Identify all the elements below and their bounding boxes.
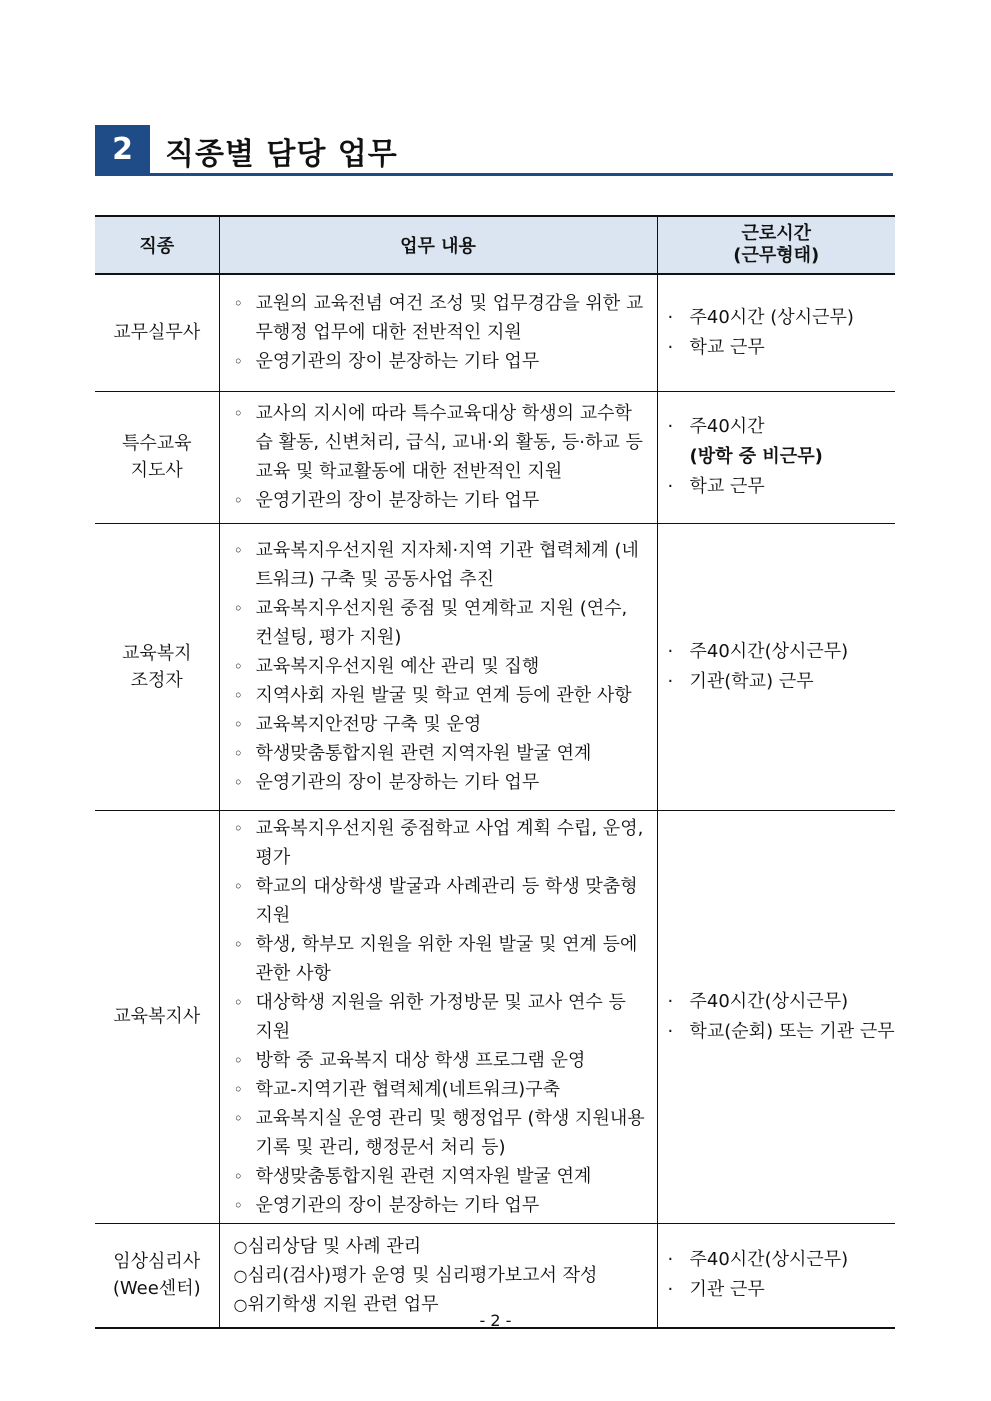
bullet-icon: ◦ [233, 352, 243, 372]
job-name: 교육복지사 [113, 1006, 201, 1027]
job-cell [95, 810, 219, 1223]
ring-bullet-icon: ○ [233, 1265, 248, 1285]
bullet-icon: ◦ [233, 404, 243, 423]
bullet-icon: ◦ [233, 1050, 243, 1070]
section-header [95, 125, 893, 177]
bullet-icon: ◦ [233, 1195, 243, 1215]
list-item: ○ 심리상담 및 사례 관리 [234, 1232, 647, 1261]
list-item: ◦ 교원의 교육전념 여건 조성 및 업무경감을 위한 교무행정 업무에 대한 전반적인 지원 [234, 289, 647, 347]
table-row [95, 391, 895, 523]
dot-icon: · [667, 640, 674, 662]
dot-icon: · [667, 1249, 674, 1271]
bullet-icon: ◦ [233, 294, 243, 314]
list-item: ◦ 교육복지우선지원 예산 관리 및 집행 [234, 652, 647, 681]
list-item: ◦ 교육복지안전망 구축 및 운영 [234, 710, 647, 739]
hours-cell [657, 810, 895, 1223]
list-item: ◦ 운영기관의 장이 분장하는 기타 업무 [234, 768, 647, 797]
job-name: 교육복지 [121, 642, 192, 664]
section-number: 2 [95, 125, 150, 173]
table-row [95, 523, 895, 810]
job-name: 조정자 [130, 669, 183, 691]
bullet-icon: ◦ [233, 686, 243, 705]
header-hours [657, 216, 895, 274]
duties-cell [219, 391, 657, 523]
list-item: · 주40시간(상시근무) [668, 637, 896, 667]
dot-icon: · [667, 306, 674, 328]
job-cell [95, 391, 219, 523]
bullet-icon: ◦ [233, 934, 243, 954]
page-number: - 2 - [479, 1311, 512, 1330]
section-title: 직종별 담당 업무 [165, 137, 398, 172]
bullet-icon: ◦ [233, 773, 243, 792]
hours-cell [657, 391, 895, 523]
ring-bullet-icon: ○ [233, 1294, 248, 1314]
header-job: 직종 [95, 216, 219, 274]
bullet-icon: ◦ [233, 818, 243, 838]
list-item: ◦ 방학 중 교육복지 대상 학생 프로그램 운영 [234, 1046, 647, 1075]
job-name: (Wee센터) [112, 1278, 201, 1300]
bullet-icon: ◦ [233, 715, 243, 734]
bullet-icon: ◦ [233, 744, 243, 763]
hours-cell [657, 274, 895, 391]
dot-icon: · [667, 670, 674, 692]
duty-table [95, 215, 895, 1329]
list-item: · 주40시간 (상시근무) [668, 303, 896, 333]
bullet-icon: ◦ [233, 876, 243, 896]
header-duties: 업무 내용 [219, 216, 657, 274]
list-item: ◦ 학교의 대상학생 발굴과 사례관리 등 학생 맞춤형 지원 [234, 872, 647, 930]
bullet-icon: ◦ [233, 1079, 243, 1099]
bullet-icon: ◦ [233, 657, 243, 676]
list-item: · 기관 근무 [668, 1275, 896, 1305]
dot-icon: · [667, 476, 674, 497]
duties-cell [219, 274, 657, 391]
list-item: · 주40시간 [668, 412, 896, 442]
table-row [95, 810, 895, 1223]
list-item: (방학 중 비근무) [689, 446, 823, 467]
list-item: ◦ 교사의 지시에 따라 특수교육대상 학생의 교수학습 활동, 신변처리, 급식, 교내·외 활동, 등·하교 등 교육 및 학교활동에 대한 전반적인 지원 [234, 399, 647, 486]
list-item: ◦ 교육복지우선지원 중점학교 사업 계획 수립, 운영, 평가 [234, 814, 647, 872]
hours-cell [657, 523, 895, 810]
dot-icon: · [667, 416, 674, 437]
job-name: 특수교육 [121, 433, 192, 454]
list-item: ◦ 학생맞춤통합지원 관련 지역자원 발굴 연계 [234, 739, 647, 768]
list-item: ◦ 교육복지우선지원 중점 및 연계학교 지원 (연수, 컨설팅, 평가 지원) [234, 594, 647, 652]
header-hours-line2: (근무형태) [733, 245, 820, 266]
list-item: · 기관(학교) 근무 [668, 667, 896, 697]
list-item: · 주40시간(상시근무) [668, 987, 896, 1017]
bullet-icon: ◦ [233, 491, 243, 510]
dot-icon: · [667, 990, 674, 1012]
dot-icon: · [667, 336, 674, 358]
list-item: ◦ 지역사회 자원 발굴 및 학교 연계 등에 관한 사항 [234, 681, 647, 710]
bullet-icon: ◦ [233, 1108, 243, 1128]
dot-icon: · [667, 1279, 674, 1301]
table-header-row [95, 216, 895, 274]
list-item: ◦ 교육복지실 운영 관리 및 행정업무 (학생 지원내용 기록 및 관리, 행정문서 처리 등) [234, 1104, 647, 1162]
dot-icon: · [667, 1020, 674, 1042]
list-item: · 학교 근무 [668, 333, 896, 363]
list-item: ◦ 운영기관의 장이 분장하는 기타 업무 [234, 1191, 647, 1220]
list-item: · 학교 근무 [668, 472, 896, 502]
list-item: ◦ 교육복지우선지원 지자체·지역 기관 협력체계 (네트워크) 구축 및 공동사업 추진 [234, 536, 647, 594]
ring-bullet-icon: ○ [233, 1236, 248, 1256]
list-item: ◦ 학교-지역기관 협력체계(네트워크)구축 [234, 1075, 647, 1104]
table-row [95, 274, 895, 391]
list-item: · 학교(순회) 또는 기관 근무 [668, 1017, 896, 1047]
job-name: 지도사 [130, 460, 183, 481]
job-name: 임상심리사 [113, 1251, 201, 1273]
header-hours-line1: 근로시간 [741, 223, 812, 244]
bullet-icon: ◦ [233, 599, 243, 618]
duties-cell [219, 810, 657, 1223]
job-cell [95, 523, 219, 810]
list-item: · 주40시간(상시근무) [668, 1245, 896, 1275]
bullet-icon: ◦ [233, 992, 243, 1012]
list-item: ◦ 대상학생 지원을 위한 가정방문 및 교사 연수 등 지원 [234, 988, 647, 1046]
bullet-icon: ◦ [233, 1166, 243, 1186]
job-cell [95, 274, 219, 391]
job-name: 교무실무사 [113, 322, 201, 344]
duties-cell [219, 523, 657, 810]
list-item: ◦ 학생맞춤통합지원 관련 지역자원 발굴 연계 [234, 1162, 647, 1191]
section-underline [95, 173, 893, 176]
list-item: ◦ 운영기관의 장이 분장하는 기타 업무 [234, 486, 647, 515]
list-item: ○ 심리(검사)평가 운영 및 심리평가보고서 작성 [234, 1261, 647, 1290]
list-item: ◦ 운영기관의 장이 분장하는 기타 업무 [234, 347, 647, 376]
list-item: ○ 위기학생 지원 관련 업무 [234, 1290, 647, 1319]
list-item: ◦ 학생, 학부모 지원을 위한 자원 발굴 및 연계 등에 관한 사항 [234, 930, 647, 988]
bullet-icon: ◦ [233, 541, 243, 560]
